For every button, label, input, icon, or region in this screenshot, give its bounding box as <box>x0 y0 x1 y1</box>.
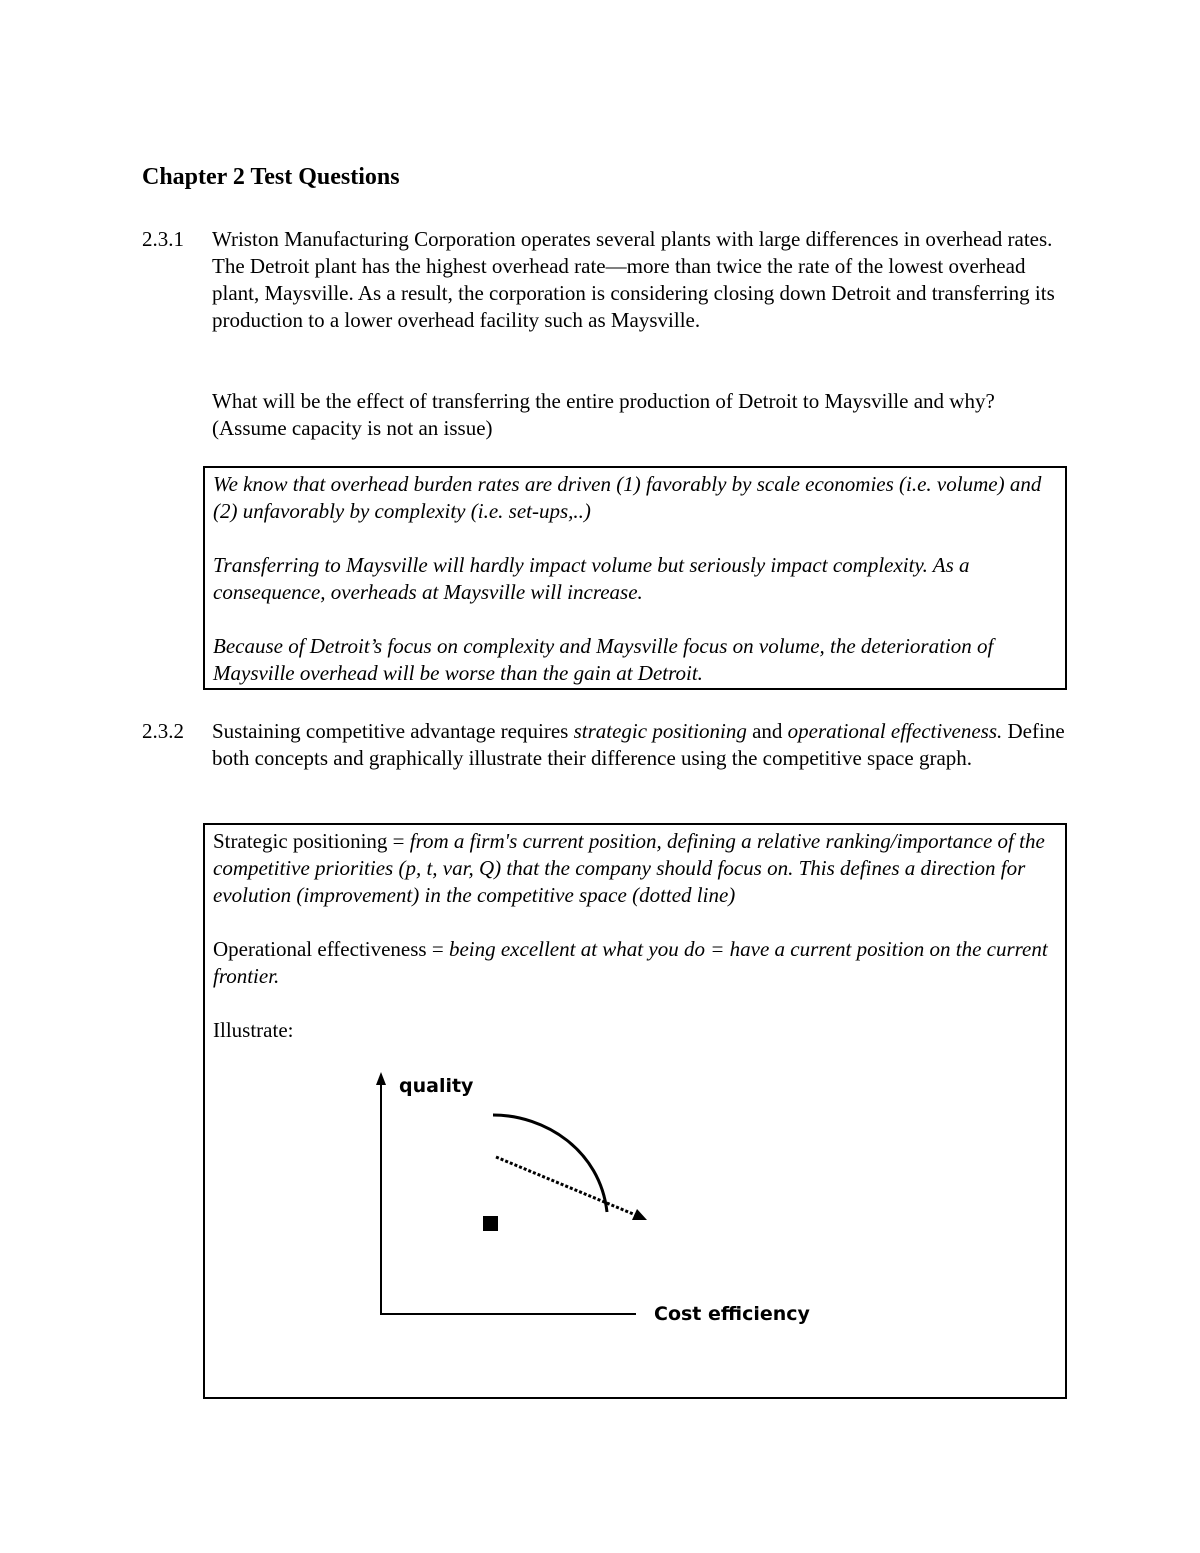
strategic-positioning-definition <box>213 828 1057 909</box>
term-strategic-positioning: strategic positioning <box>573 719 747 743</box>
question-2-3-1-paragraph: Wriston Manufacturing Corporation operates several plants with large differences in overhead rates. The Detroit plant has the highest overhead rate—more than twice the rate of the lowest overhead plant, Maysville. As a result, the corporation is considering closing down Detroit and transferring its production to a lower overhead facility such as Maysville. <box>212 227 1055 332</box>
illustrate-label: Illustrate: <box>213 1018 294 1042</box>
term-operational-effectiveness: operational effectiveness. <box>787 719 1003 743</box>
competitive-space-graph <box>360 1060 820 1350</box>
strategic-positioning-label: Strategic positioning = <box>213 829 410 853</box>
answer-box-2-3-1 <box>203 466 1067 690</box>
strategic-direction-dotted-line <box>496 1157 638 1216</box>
strategic-positioning-text: from a firm's current position, defining a relative ranking/importance of the competitive priorities (p, t, var, Q) that the company should focus on. This defines a direction for evolution (improvement) in the competitive space (dotted line) <box>213 829 1045 907</box>
question-2-3-2-text-c: Define both concepts and graphically illustrate their difference using the competitive space graph. <box>212 719 1065 770</box>
question-2-3-2-text-a: Sustaining competitive advantage requires <box>212 719 574 743</box>
x-axis-label: Cost efficiency <box>654 1303 810 1325</box>
current-position-marker <box>483 1216 498 1231</box>
operational-effectiveness-text: being excellent at what you do = have a current position on the current frontier. <box>213 937 1048 988</box>
operational-effectiveness-label: Operational effectiveness = <box>213 937 449 961</box>
page-title: Chapter 2 Test Questions <box>142 164 400 190</box>
y-axis-arrow <box>376 1072 386 1085</box>
operational-effectiveness-definition <box>213 936 1057 990</box>
question-2-3-2-text <box>212 718 1072 772</box>
strategic-direction-arrow <box>632 1209 647 1220</box>
question-number-2-3-1: 2.3.1 <box>142 227 184 251</box>
question-2-3-1-prompt: What will be the effect of transferring the entire production of Detroit to Maysville and why? (Assume capacity is not an issue) <box>212 389 995 440</box>
question-number-2-3-2: 2.3.2 <box>142 719 184 743</box>
answer-2-3-1-point-1: We know that overhead burden rates are driven (1) favorably by scale economies (i.e. volume) and (2) unfavorably by complexity (i.e. set-ups,..) <box>213 472 1042 523</box>
answer-2-3-1-point-3: Because of Detroit’s focus on complexity and Maysville focus on volume, the deterioration of Maysville overhead will be worse than the gain at Detroit. <box>213 634 994 685</box>
y-axis-label: quality <box>399 1075 474 1097</box>
question-2-3-2-text-b: and <box>746 719 788 743</box>
answer-2-3-1-point-2: Transferring to Maysville will hardly impact volume but seriously impact complexity. As a consequence, overheads at Maysville will increase. <box>213 553 970 604</box>
